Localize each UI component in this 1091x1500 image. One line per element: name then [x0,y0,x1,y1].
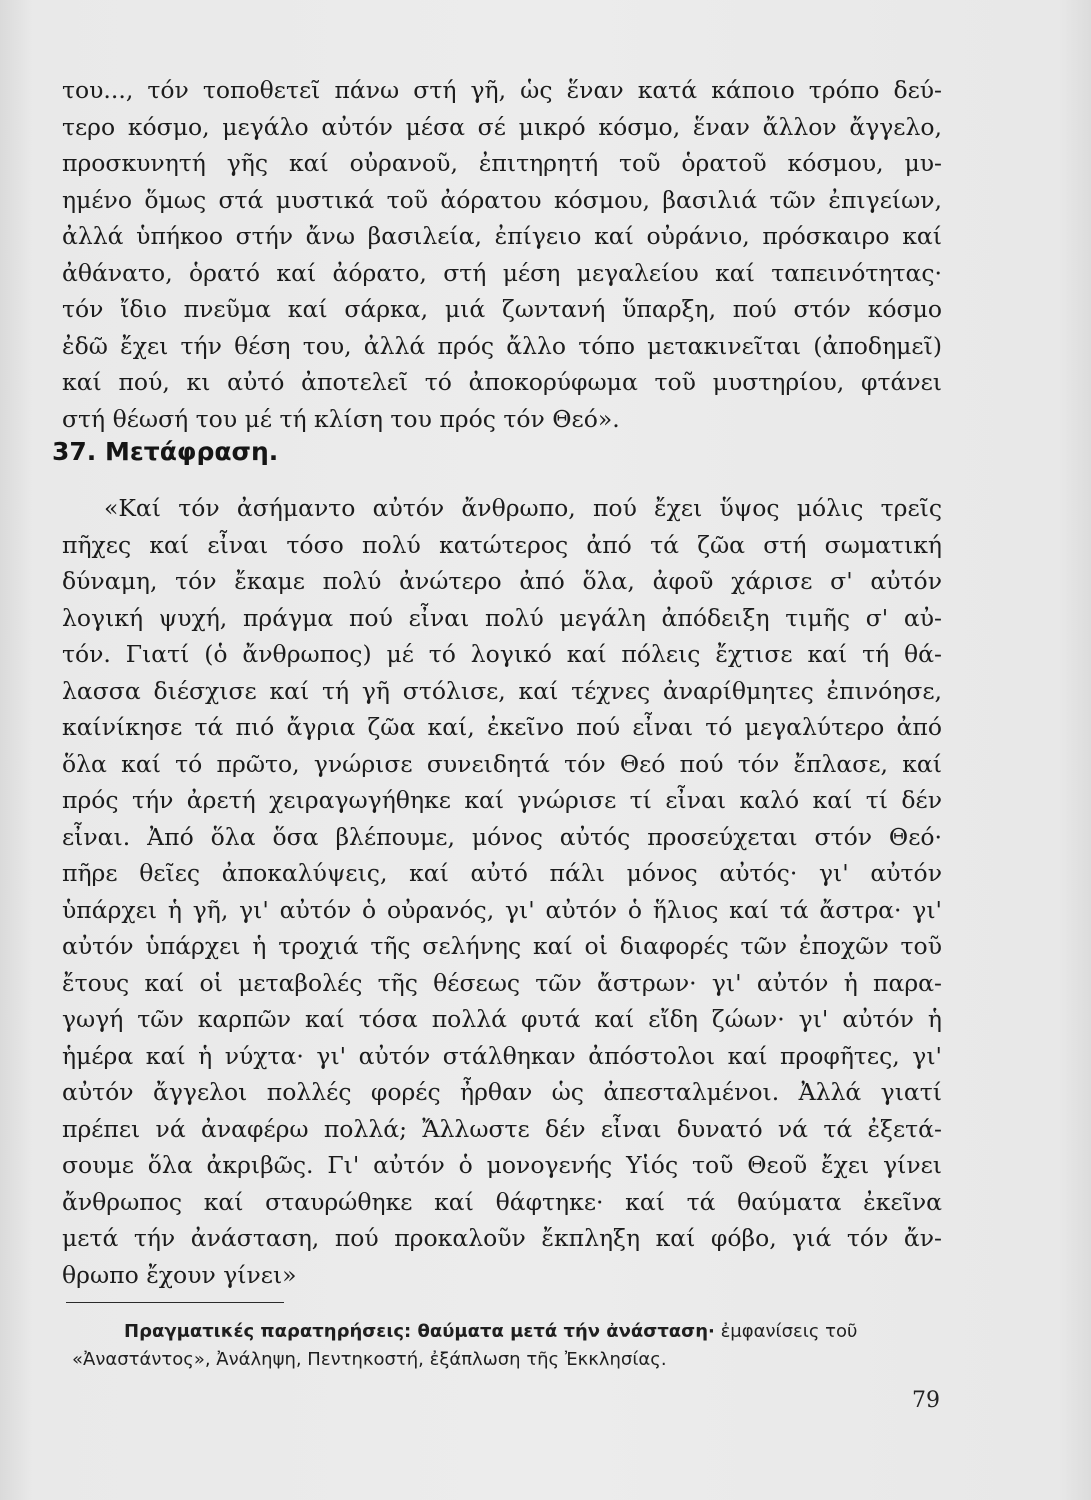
footnote-line-2: «Ἀναστάντος», Ἀνάληψη, Πεντηκοστή, ἐξάπλωση τῆς Ἐκκλησίας. [72,1349,667,1370]
footnote [72,1318,944,1374]
footnote-line-1 [124,1318,944,1346]
text-line: ημένο ὅμως στά μυστικά τοῦ ἀόρατου κόσμου, βασιλιά τῶν ἐπιγείων, [62,185,942,214]
text-line: πῆρε θεῖες ἀποκαλύψεις, καί αὐτό πάλι μόνος αὐτός· γι' αὐτόν [62,859,942,887]
text-line: ἀλλά ὑπήκοο στήν ἄνω βασιλεία, ἐπίγειο καί οὐράνιο, πρόσκαιρο καί [62,222,942,250]
text-line: προσκυνητή γῆς καί οὐρανοῦ, ἐπιτηρητή τοῦ ὁρατοῦ κόσμου, μυ- [62,149,942,177]
text-line: του..., τόν τοποθετεῖ πάνω στή γῆ, ὡς ἕναν κατά κάποιο τρόπο δεύ- [62,76,942,104]
footnote-label: Πραγματικές παρατηρήσεις: θαύματα μετά τήν ἀνάσταση· [124,1321,715,1342]
text-line: δύναμη, τόν ἔκαμε πολύ ἀνώτερο ἀπό ὅλα, ἀφοῦ χάρισε σ' αὐτόν [62,567,942,595]
text-line: ἡμέρα καί ἡ νύχτα· γι' αὐτόν στάλθηκαν ἀπόστολοι καί προφῆτες, γι' [62,1041,942,1070]
text-line: πρός τήν ἀρετή χειραγωγήθηκε καί γνώρισε τί εἶναι καλό καί τί δέν [62,786,942,814]
text-line: αὐτόν ὑπάρχει ἡ τροχιά τῆς σελήνης καί οἱ διαφορές τῶν ἐποχῶν τοῦ [62,932,942,960]
text-line: στή θέωσή του μέ τή κλίση του πρός τόν Θεό». [62,404,620,433]
footnote-line-1-text: ἐμφανίσεις τοῦ [714,1321,858,1342]
text-line: λασσα διέσχισε καί τή γῆ στόλισε, καί τέχνες ἀναρίθμητες ἐπινόησε, [62,676,942,705]
paragraph-2 [62,490,942,1293]
text-line: τόν. Γιατί (ὁ ἄνθρωπος) μέ τό λογικό καί πόλεις ἔχτισε καί τή θά- [62,640,942,668]
text-line: ἀθάνατο, ὁρατό καί ἀόρατο, στή μέση μεγαλείου καί ταπεινότητας· [62,258,942,287]
text-line: μετά τήν ἀνάσταση, πού προκαλοῦν ἔκπληξη καί φόβο, γιά τόν ἄν- [62,1224,942,1252]
page-number: 79 [912,1388,940,1413]
text-line: καίνίκησε τά πιό ἄγρια ζῶα καί, ἐκεῖνο πού εἶναι τό μεγαλύτερο ἀπό [62,713,942,741]
text-line: πῆχες καί εἶναι τόσο πολύ κατώτερος ἀπό τά ζῶα στή σωματική [62,530,942,559]
text-line: «Καί τόν ἀσήμαντο αὐτόν ἄνθρωπο, πού ἔχει ὕψος μόλις τρεῖς [104,494,942,522]
text-line: αὐτόν ἄγγελοι πολλές φορές ἦρθαν ὡς ἀπεσταλμένοι. Ἀλλά γιατί [62,1078,942,1106]
paragraph-1 [62,72,942,437]
footnote-divider [66,1302,284,1303]
text-line: τόν ἴδιο πνεῦμα καί σάρκα, μιά ζωντανή ὕπαρξη, πού στόν κόσμο [62,295,942,323]
text-line: θρωπο ἔχουν γίνει» [62,1260,297,1289]
text-line: ἔτους καί οἱ μεταβολές τῆς θέσεως τῶν ἄστρων· γι' αὐτόν ἡ παρα- [62,968,942,997]
text-line: εἶναι. Ἀπό ὅλα ὅσα βλέπουμε, μόνος αὐτός προσεύχεται στόν Θεό· [62,822,942,851]
text-line: ὅλα καί τό πρῶτο, γνώρισε συνειδητά τόν Θεό πού τόν ἔπλασε, καί [62,749,942,778]
text-line: ἄνθρωπος καί σταυρώθηκε καί θάφτηκε· καί τά θαύματα ἐκεῖνα [62,1187,942,1216]
text-line: πρέπει νά ἀναφέρω πολλά; Ἄλλωστε δέν εἶναι δυνατό νά τά ἐξετά- [62,1114,942,1143]
text-line: γωγή τῶν καρπῶν καί τόσα πολλά φυτά καί εἴδη ζώων· γι' αὐτόν ἡ [62,1005,942,1033]
text-line: σουμε ὅλα ἀκριβῶς. Γι' αὐτόν ὁ μονογενής Υἱός τοῦ Θεοῦ ἔχει γίνει [62,1151,942,1179]
text-line: καί πού, κι αὐτό ἀποτελεῖ τό ἀποκορύφωμα τοῦ μυστηρίου, φτάνει [62,368,942,396]
text-line: ὑπάρχει ἡ γῆ, γι' αὐτόν ὁ οὐρανός, γι' αὐτόν ὁ ἥλιος καί τά ἄστρα· γι' [62,895,942,924]
text-line: λογική ψυχή, πράγμα πού εἶναι πολύ μεγάλη ἀπόδειξη τιμῆς σ' αὐ- [62,603,942,632]
text-line: ἐδῶ ἔχει τήν θέση του, ἀλλά πρός ἄλλο τόπο μετακινεῖται (ἀποδημεῖ) [62,331,942,360]
section-heading: 37. Μετάφραση. [52,437,279,466]
text-line: τερο κόσμο, μεγάλο αὐτόν μέσα σέ μικρό κόσμο, ἕναν ἄλλον ἄγγελο, [62,112,942,141]
